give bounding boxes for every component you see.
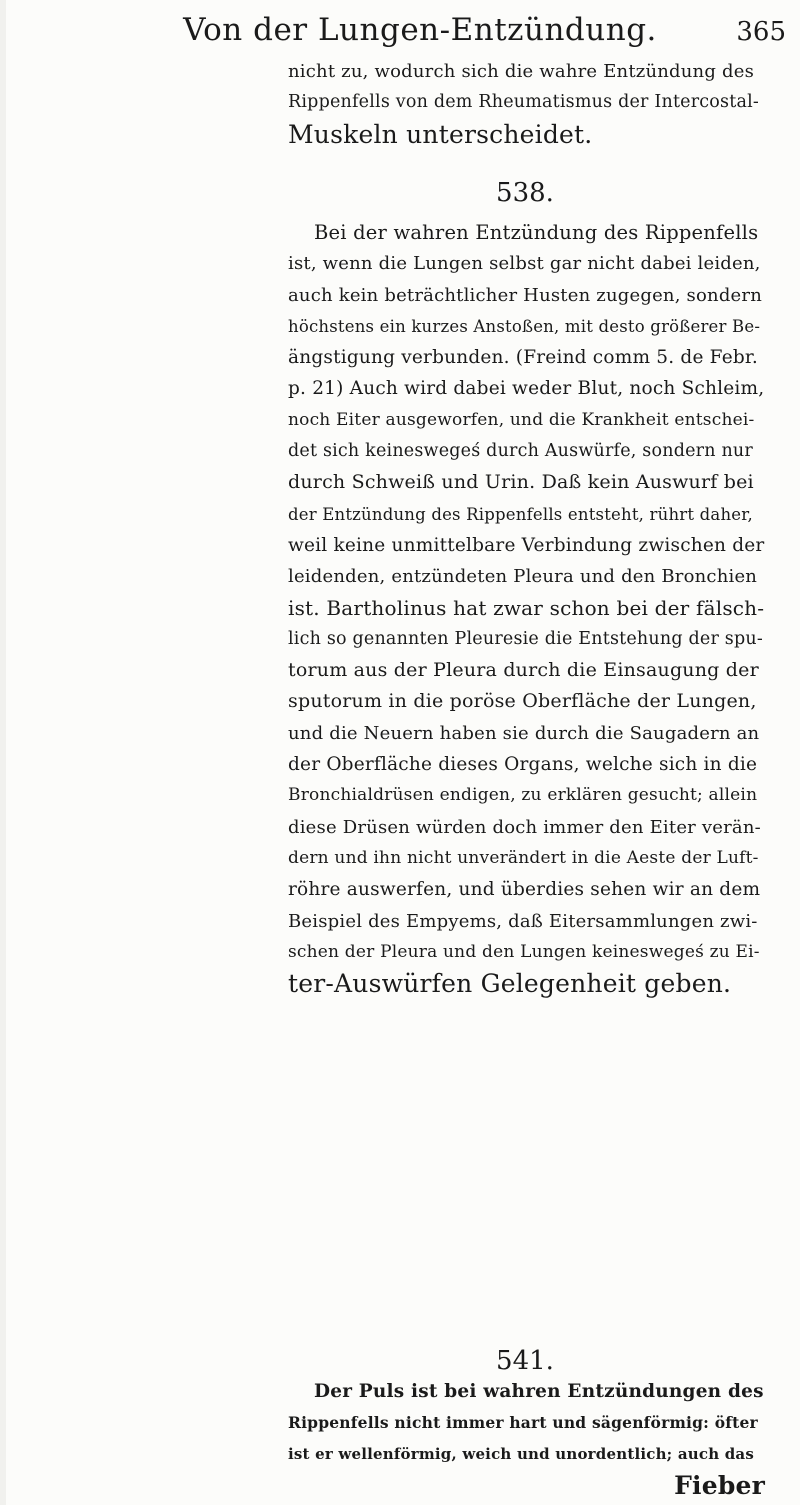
text-line: weil keine unmittelbare Verbindung zwischen der [288, 534, 765, 556]
text-line: Bei der wahren Entzündung des Rippenfells [314, 221, 759, 244]
section-number-538: 538. [496, 178, 554, 208]
text-line: ter-Auswürfen Gelegenheit geben. [288, 969, 732, 999]
page-number: 365 [736, 17, 786, 47]
text-line: det sich keineswegeś durch Auswürfe, sondern nur [288, 441, 753, 462]
text-line: der Oberfläche dieses Organs, welche sich in die [288, 754, 758, 776]
section-541-paragraph [288, 1376, 765, 1501]
text-line: Bronchialdrüsen endigen, zu erklären gesucht; allein [288, 785, 758, 806]
text-line: Rippenfells nicht immer hart und sägenförmig: öfter [288, 1413, 758, 1433]
text-line: Der Puls ist bei wahren Entzündungen des [314, 1381, 764, 1402]
text-line: ängstigung verbunden. (Freind comm 5. de Febr. [288, 347, 758, 369]
text-line: der Entzündung des Rippenfells entsteht, rührt daher, [288, 504, 753, 524]
section-538-paragraph [288, 217, 765, 999]
text-line: Muskeln unterscheidet. [288, 119, 593, 149]
text-line: dern und ihn nicht unverändert in die Aeste der Luft- [288, 847, 759, 868]
text-line: durch Schweiß und Urin. Daß kein Auswurf bei [288, 471, 754, 494]
text-line: ist, wenn die Lungen selbst gar nicht dabei leiden, [288, 253, 761, 275]
text-line: Rippenfells von dem Rheumatismus der Intercostal- [288, 92, 759, 113]
text-line: ist er wellenförmig, weich und unordentlich; auch das [288, 1444, 754, 1463]
text-line: Beispiel des Empyems, daß Eitersammlungen zwi- [288, 910, 758, 932]
text-line: p. 21) Auch wird dabei weder Blut, noch Schleim, [288, 378, 765, 400]
text-line: nicht zu, wodurch sich die wahre Entzündung des [288, 61, 755, 82]
section-number-541: 541. [496, 1346, 554, 1376]
text-line: lich so genannten Pleuresie die Entstehung der spu- [288, 628, 763, 649]
text-line: höchstens ein kurzes Anstoßen, mit desto größerer Be- [288, 316, 761, 336]
text-line: diese Drüsen würden doch immer den Eiter verän- [288, 816, 761, 838]
intro-paragraph [288, 56, 765, 150]
text-line: torum aus der Pleura durch die Einsaugung der [288, 659, 759, 682]
text-line: und die Neuern haben sie durch die Saugadern an [288, 722, 760, 744]
running-head [120, 10, 786, 50]
text-line: schen der Pleura und den Lungen keineswegeś zu Ei- [288, 941, 760, 962]
text-line: röhre auswerfen, und überdies sehen wir an dem [288, 879, 761, 901]
page-gutter [0, 0, 6, 1505]
text-line: leidenden, entzündeten Pleura und den Bronchien [288, 566, 758, 588]
running-title: Von der Lungen-Entzündung. [183, 12, 657, 48]
text-line: ist. Bartholinus hat zwar schon bei der fälsch- [288, 595, 765, 620]
text-line: sputorum in die poröse Oberfläche der Lungen, [288, 690, 757, 713]
text-line: noch Eiter ausgeworfen, und die Krankheit entschei- [288, 409, 755, 430]
catchword: Fieber [674, 1470, 765, 1500]
text-line: auch kein beträchtlicher Husten zugegen, sondern [288, 284, 762, 306]
